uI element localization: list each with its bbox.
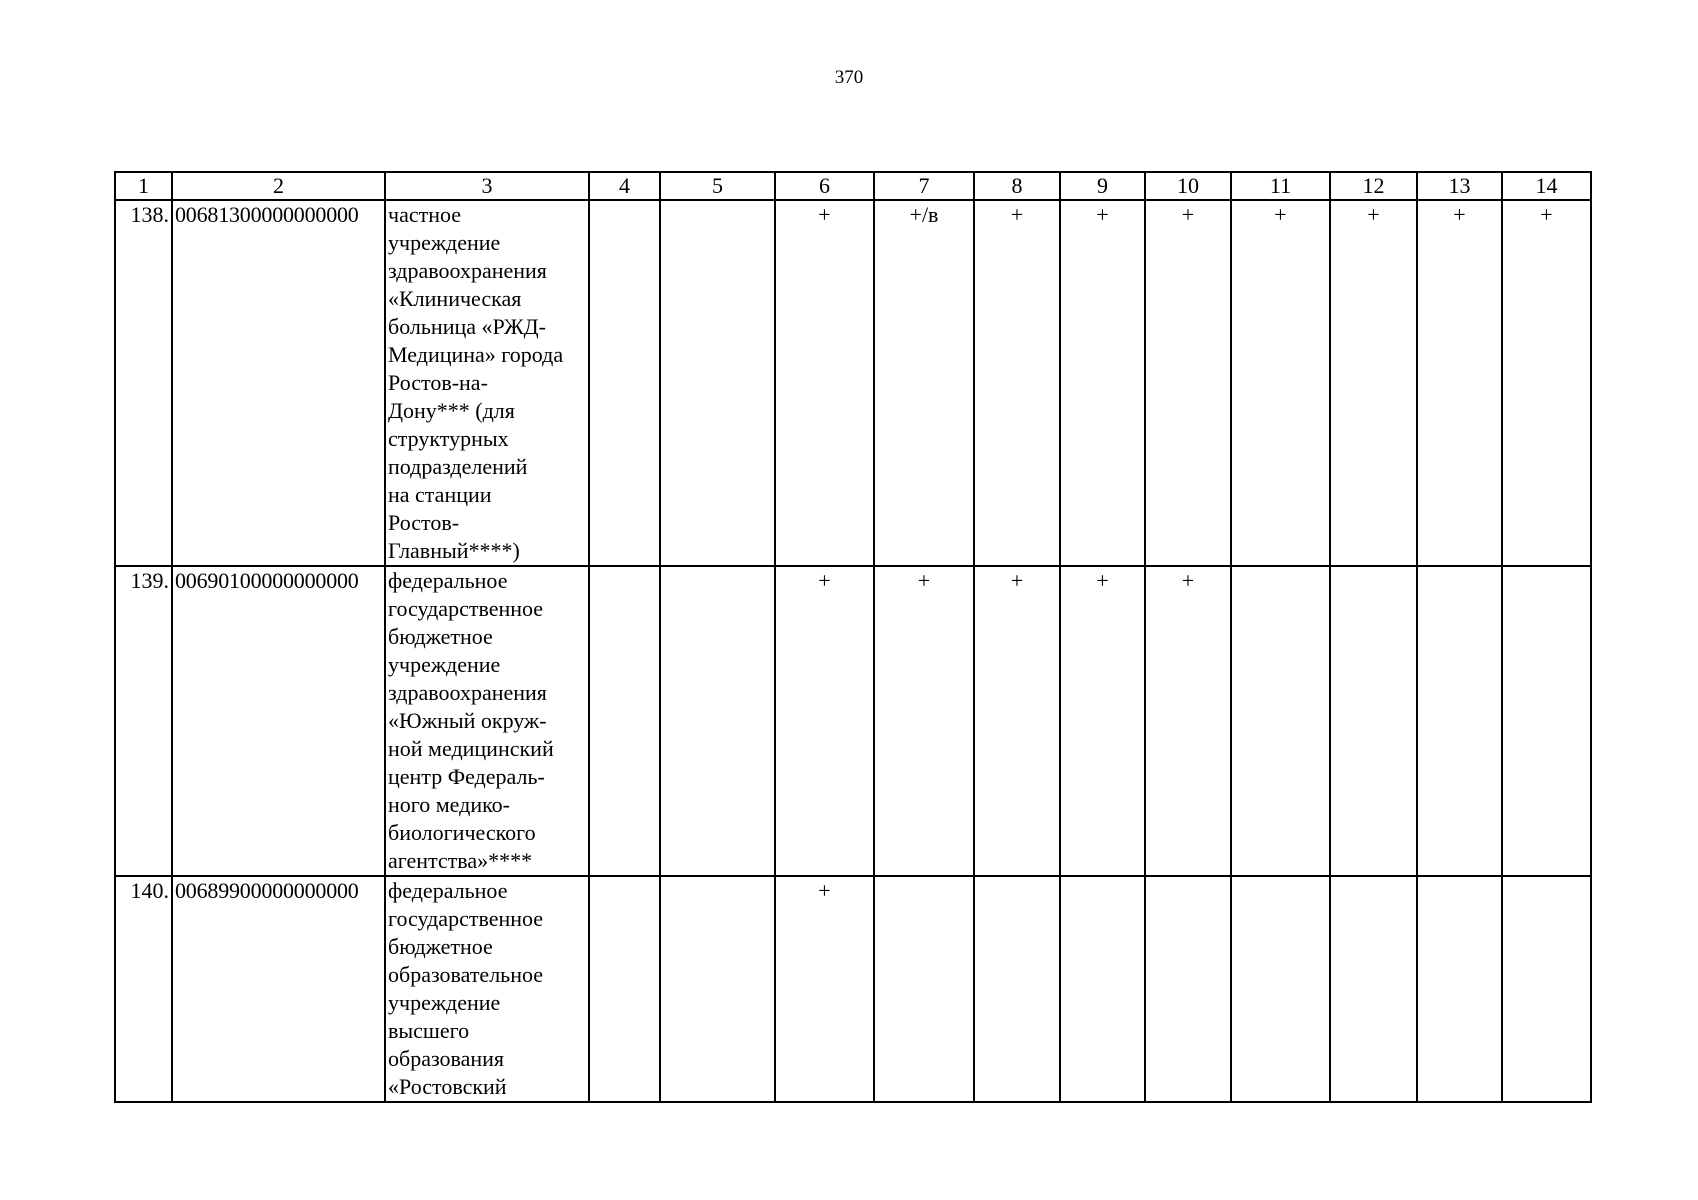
row-mark (1231, 566, 1330, 876)
row-organization-name: федеральное государственное бюджетное учреждение здравоохранения «Южный окруж- ной медицинский центр Федераль- ного медико- биологического агентства»**** (385, 566, 589, 876)
row-mark (1231, 876, 1330, 1102)
row-mark (1060, 876, 1145, 1102)
table-row (115, 876, 1591, 1102)
row-mark: +/в (874, 200, 974, 566)
row-mark: + (1060, 566, 1145, 876)
row-mark (660, 200, 775, 566)
table-row (115, 566, 1591, 876)
row-mark: + (775, 566, 874, 876)
row-mark (1417, 566, 1502, 876)
row-mark: + (1145, 200, 1231, 566)
column-header: 5 (660, 172, 775, 200)
row-mark (1502, 876, 1591, 1102)
row-mark: + (974, 566, 1060, 876)
row-code: 00681300000000000 (172, 200, 385, 566)
row-mark (874, 876, 974, 1102)
row-mark (660, 566, 775, 876)
row-code: 00690100000000000 (172, 566, 385, 876)
column-header: 7 (874, 172, 974, 200)
row-mark: + (1502, 200, 1591, 566)
column-header: 1 (115, 172, 172, 200)
row-organization-name: частное учреждение здравоохранения «Клиническая больница «РЖД- Медицина» города Ростов-на- Дону*** (для структурных подразделений на станции Ростов- Главный****) (385, 200, 589, 566)
row-mark (660, 876, 775, 1102)
row-mark (1502, 566, 1591, 876)
column-header: 10 (1145, 172, 1231, 200)
row-number: 140. (115, 876, 172, 1102)
row-mark (1330, 876, 1417, 1102)
column-header: 2 (172, 172, 385, 200)
row-organization-name: федеральное государственное бюджетное образовательное учреждение высшего образования «Ростовский (385, 876, 589, 1102)
row-mark: + (775, 876, 874, 1102)
table-row (115, 200, 1591, 566)
column-header: 12 (1330, 172, 1417, 200)
column-header: 8 (974, 172, 1060, 200)
row-mark (589, 566, 660, 876)
row-number: 138. (115, 200, 172, 566)
row-mark (589, 200, 660, 566)
row-mark: + (1060, 200, 1145, 566)
row-mark (1417, 876, 1502, 1102)
column-header: 4 (589, 172, 660, 200)
column-header: 3 (385, 172, 589, 200)
row-mark: + (874, 566, 974, 876)
row-mark: + (1417, 200, 1502, 566)
column-header: 6 (775, 172, 874, 200)
register-table (114, 171, 1592, 1103)
row-mark (1330, 566, 1417, 876)
row-mark: + (775, 200, 874, 566)
row-mark (1145, 876, 1231, 1102)
row-mark: + (1330, 200, 1417, 566)
header-row (115, 172, 1591, 200)
row-mark: + (1231, 200, 1330, 566)
column-header: 14 (1502, 172, 1591, 200)
row-mark: + (974, 200, 1060, 566)
row-mark: + (1145, 566, 1231, 876)
row-mark (974, 876, 1060, 1102)
row-number: 139. (115, 566, 172, 876)
column-header: 11 (1231, 172, 1330, 200)
row-code: 00689900000000000 (172, 876, 385, 1102)
row-mark (589, 876, 660, 1102)
column-header: 13 (1417, 172, 1502, 200)
column-header: 9 (1060, 172, 1145, 200)
page-number: 370 (834, 67, 864, 88)
